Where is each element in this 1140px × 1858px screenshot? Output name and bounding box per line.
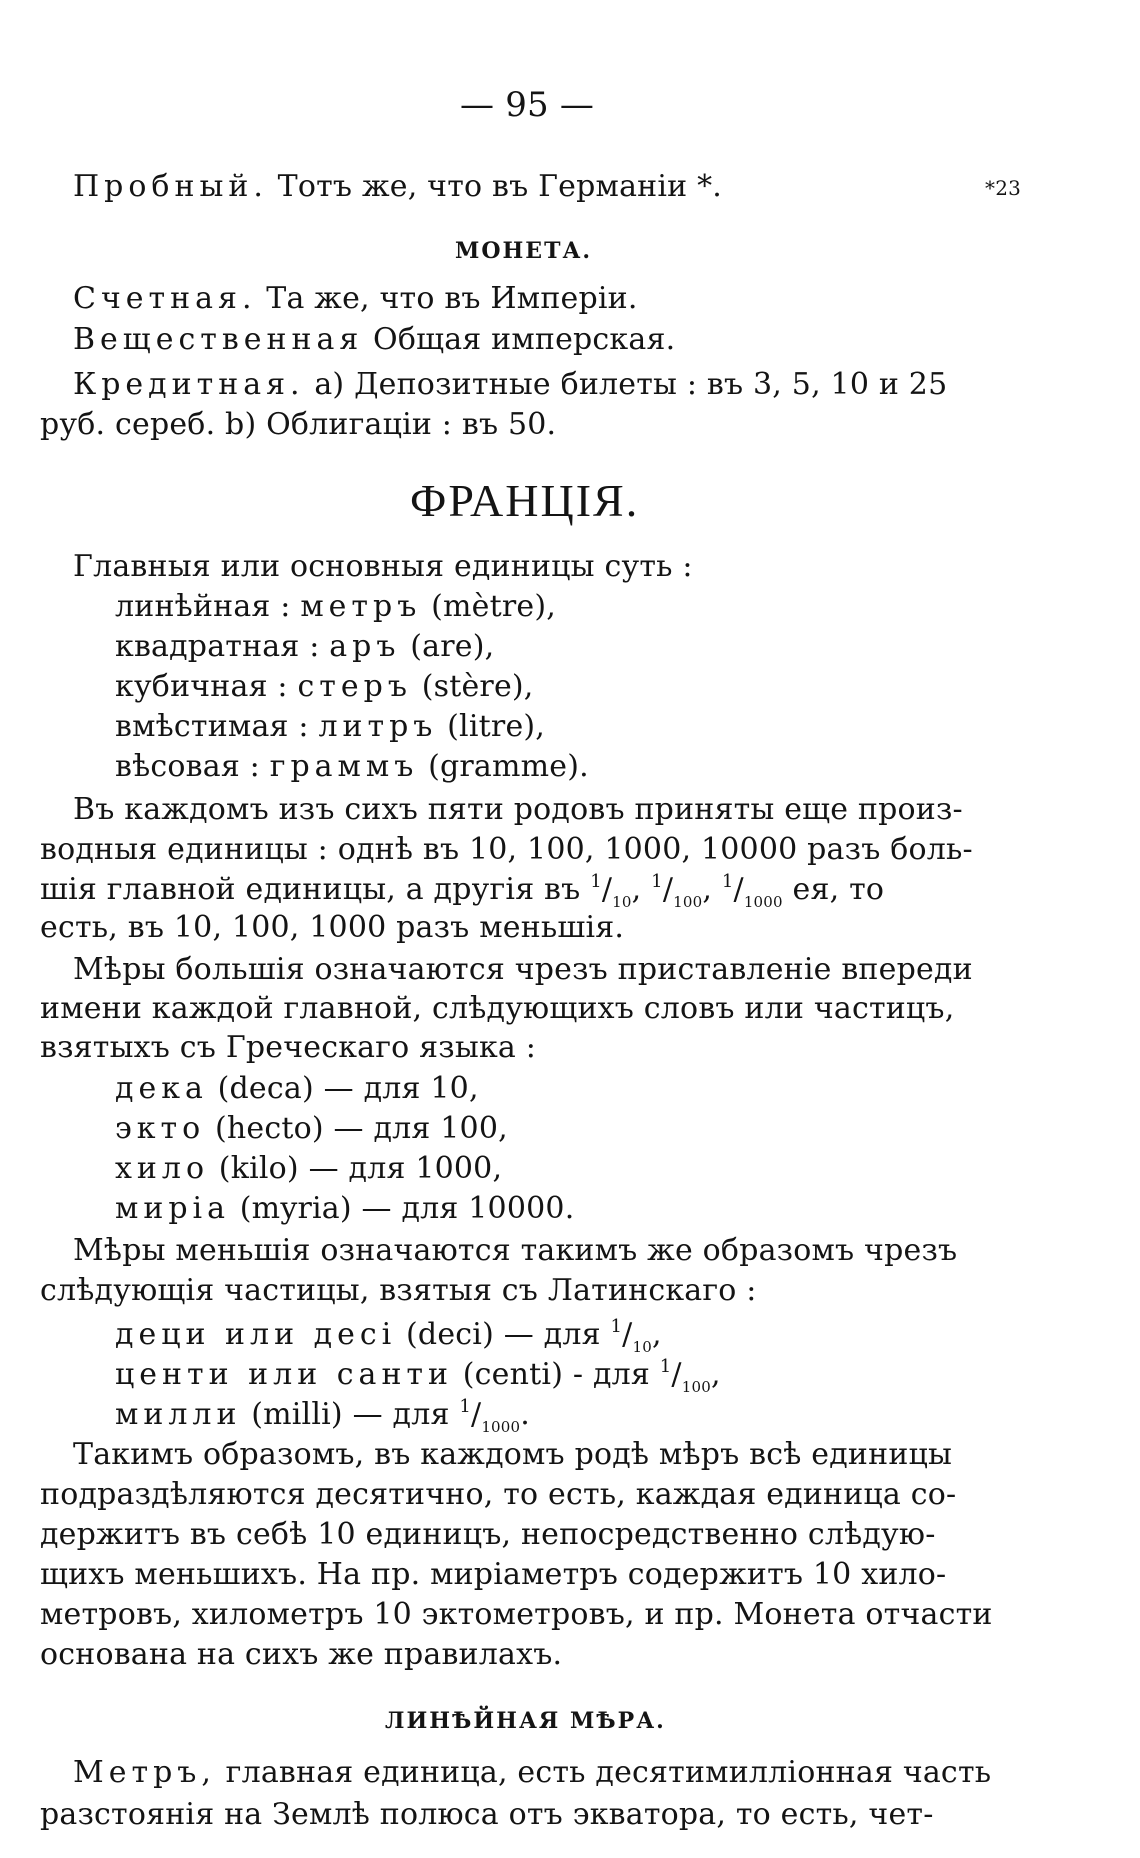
kreditnaya-line <box>73 367 948 402</box>
greek-prefix-line <box>115 1151 503 1186</box>
para2-line1: Мѣры большія означаются чрезъ приставленіе впереди <box>73 952 973 987</box>
kreditnaya-line-2: руб. сереб. b) Облигаціи : въ 50. <box>40 407 557 442</box>
prefix-value: — для 10, <box>323 1071 479 1106</box>
prefix-name: деци или десі <box>115 1317 397 1352</box>
unit-latin: (litre), <box>447 709 546 744</box>
unit-name: метръ <box>300 589 422 624</box>
term-kreditnaya: Кредитная. <box>73 367 305 402</box>
unit-name: аръ <box>329 629 401 664</box>
unit-line <box>115 709 546 744</box>
prefix-latin: (milli) <box>251 1397 343 1432</box>
para1-line3-text: шія главной единицы, а другія въ <box>40 872 581 907</box>
para5-line1 <box>73 1755 992 1790</box>
latin-prefix-line: деци или десі (deci) — для $^1/_{10}$, <box>115 1316 662 1356</box>
probny-text: Тотъ же, что въ Германіи *. <box>277 169 723 204</box>
prefix-value: — для <box>503 1317 601 1352</box>
unit-kind: линѣйная : <box>115 589 291 624</box>
prefix-value: — для 1000, <box>308 1151 503 1186</box>
prefix-latin: (centi) <box>462 1357 564 1392</box>
para4-line: подраздѣляются десятично, то есть, каждая единица со- <box>40 1477 957 1512</box>
term-metr: Метръ, <box>73 1755 216 1790</box>
unit-latin: (gramme). <box>428 749 589 784</box>
unit-line <box>115 749 589 784</box>
greek-prefix-line <box>115 1191 575 1226</box>
unit-latin: (mètre), <box>431 589 556 624</box>
para3-line2: слѣдующія частицы, взятыя съ Латинскаго : <box>40 1273 757 1308</box>
para4-line: щихъ меньшихъ. На пр. миріаметръ содержитъ 10 хило- <box>40 1557 947 1592</box>
unit-name: стеръ <box>297 669 412 704</box>
prefix-name: миріа <box>115 1191 231 1226</box>
para4-line: основана на сихъ же правилахъ. <box>40 1637 563 1672</box>
para4-line: Такимъ образомъ, въ каждомъ родѣ мѣръ всѣ единицы <box>73 1437 953 1472</box>
prefix-latin: (kilo) <box>218 1151 299 1186</box>
prefix-value: — для 10000. <box>361 1191 575 1226</box>
para2-line2: имени каждой главной, слѣдующихъ словъ или частицъ, <box>40 991 955 1026</box>
para4-line: метровъ, хилометръ 10 эктометровъ, и пр. Монета отчасти <box>40 1597 993 1632</box>
para5-line2: разстоянія на Землѣ полюса отъ экватора, то есть, чет- <box>40 1797 934 1832</box>
para3-line1: Мѣры меньшія означаются такимъ же образомъ чрезъ <box>73 1233 958 1268</box>
unit-latin: (are), <box>410 629 495 664</box>
veshchestvennaya-text: Общая имперская. <box>373 322 676 357</box>
unit-kind: вмѣстимая : <box>115 709 309 744</box>
unit-line <box>115 669 534 704</box>
fraction-tenth: $^1/_{10}$ <box>590 871 632 911</box>
unit-kind: вѣсовая : <box>115 749 260 784</box>
unit-name: граммъ <box>269 749 419 784</box>
prefix-value: - для <box>572 1357 651 1392</box>
prefix-name: дека <box>115 1071 208 1106</box>
para1-line1: Въ каждомъ изъ сихъ пяти родовъ приняты еще произ- <box>73 792 963 827</box>
prefix-latin: (hecto) <box>214 1111 324 1146</box>
units-intro: Главныя или основныя единицы суть : <box>73 549 693 584</box>
schetnaya-line <box>73 281 638 316</box>
prefix-value: — для <box>352 1397 450 1432</box>
greek-prefix-line <box>115 1111 508 1146</box>
term-schetnaya: Счетная. <box>73 281 257 316</box>
kreditnaya-text: a) Депозитные билеты : въ 3, 5, 10 и 25 <box>314 367 948 402</box>
prefix-latin: (myria) <box>239 1191 352 1226</box>
prefix-fraction: $^1/_{1000}$ <box>459 1396 521 1436</box>
schetnaya-text: Та же, что въ Имперіи. <box>266 281 638 316</box>
heading-linear-measure: ЛИНѢЙНАЯ МѢРА. <box>385 1708 666 1734</box>
unit-line <box>115 629 495 664</box>
veshchestvennaya-line <box>73 322 676 357</box>
prefix-name: милли <box>115 1397 242 1432</box>
unit-line <box>115 589 556 624</box>
latin-prefix-line: милли (milli) — для $^1/_{1000}$. <box>115 1396 531 1436</box>
unit-latin: (stère), <box>421 669 534 704</box>
margin-note: *23 <box>985 176 1022 200</box>
prefix-value: — для 100, <box>333 1111 508 1146</box>
prefix-latin: (deca) <box>217 1071 314 1106</box>
fraction-hundredth: $^1/_{100}$ <box>651 871 703 911</box>
para1-line4: есть, въ 10, 100, 1000 разъ меньшія. <box>40 910 625 945</box>
unit-kind: квадратная : <box>115 629 320 664</box>
greek-prefix-line <box>115 1071 479 1106</box>
prefix-fraction: $^1/_{100}$ <box>659 1356 711 1396</box>
section-title-france: ФРАНЦІЯ. <box>410 475 640 526</box>
para1-line3-end: ея, то <box>792 872 885 907</box>
unit-kind: кубичная : <box>115 669 288 704</box>
prefix-name: центи или санти <box>115 1357 454 1392</box>
probny-line <box>73 169 723 204</box>
prefix-name: хило <box>115 1151 210 1186</box>
para2-line3: взятыхъ съ Греческаго языка : <box>40 1030 537 1065</box>
para4-line: держитъ въ себѣ 10 единицъ, непосредственно слѣдую- <box>40 1517 936 1552</box>
fraction-thousandth: $^1/_{1000}$ <box>721 871 783 911</box>
prefix-fraction: $^1/_{10}$ <box>610 1316 652 1356</box>
term-probny: Пробный. <box>73 169 268 204</box>
heading-moneta: МОНЕТА. <box>455 238 593 264</box>
prefix-latin: (deci) <box>406 1317 494 1352</box>
para1-line2: водныя единицы : однѣ въ 10, 100, 1000, 10000 разъ боль- <box>40 832 973 867</box>
prefix-name: экто <box>115 1111 206 1146</box>
page-number: — 95 — <box>460 85 595 125</box>
unit-name: литръ <box>318 709 438 744</box>
latin-prefix-line: центи или санти (centi) - для $^1/_{100}$, <box>115 1356 721 1396</box>
term-veshchestvennaya: Вещественная <box>73 322 364 357</box>
para1-line3: шія главной единицы, а другія въ $^1/_{10}$, $^1/_{100}$, $^1/_{1000}$ ея, то <box>40 871 885 911</box>
para5-text: главная единица, есть десятимилліонная часть <box>225 1755 992 1790</box>
